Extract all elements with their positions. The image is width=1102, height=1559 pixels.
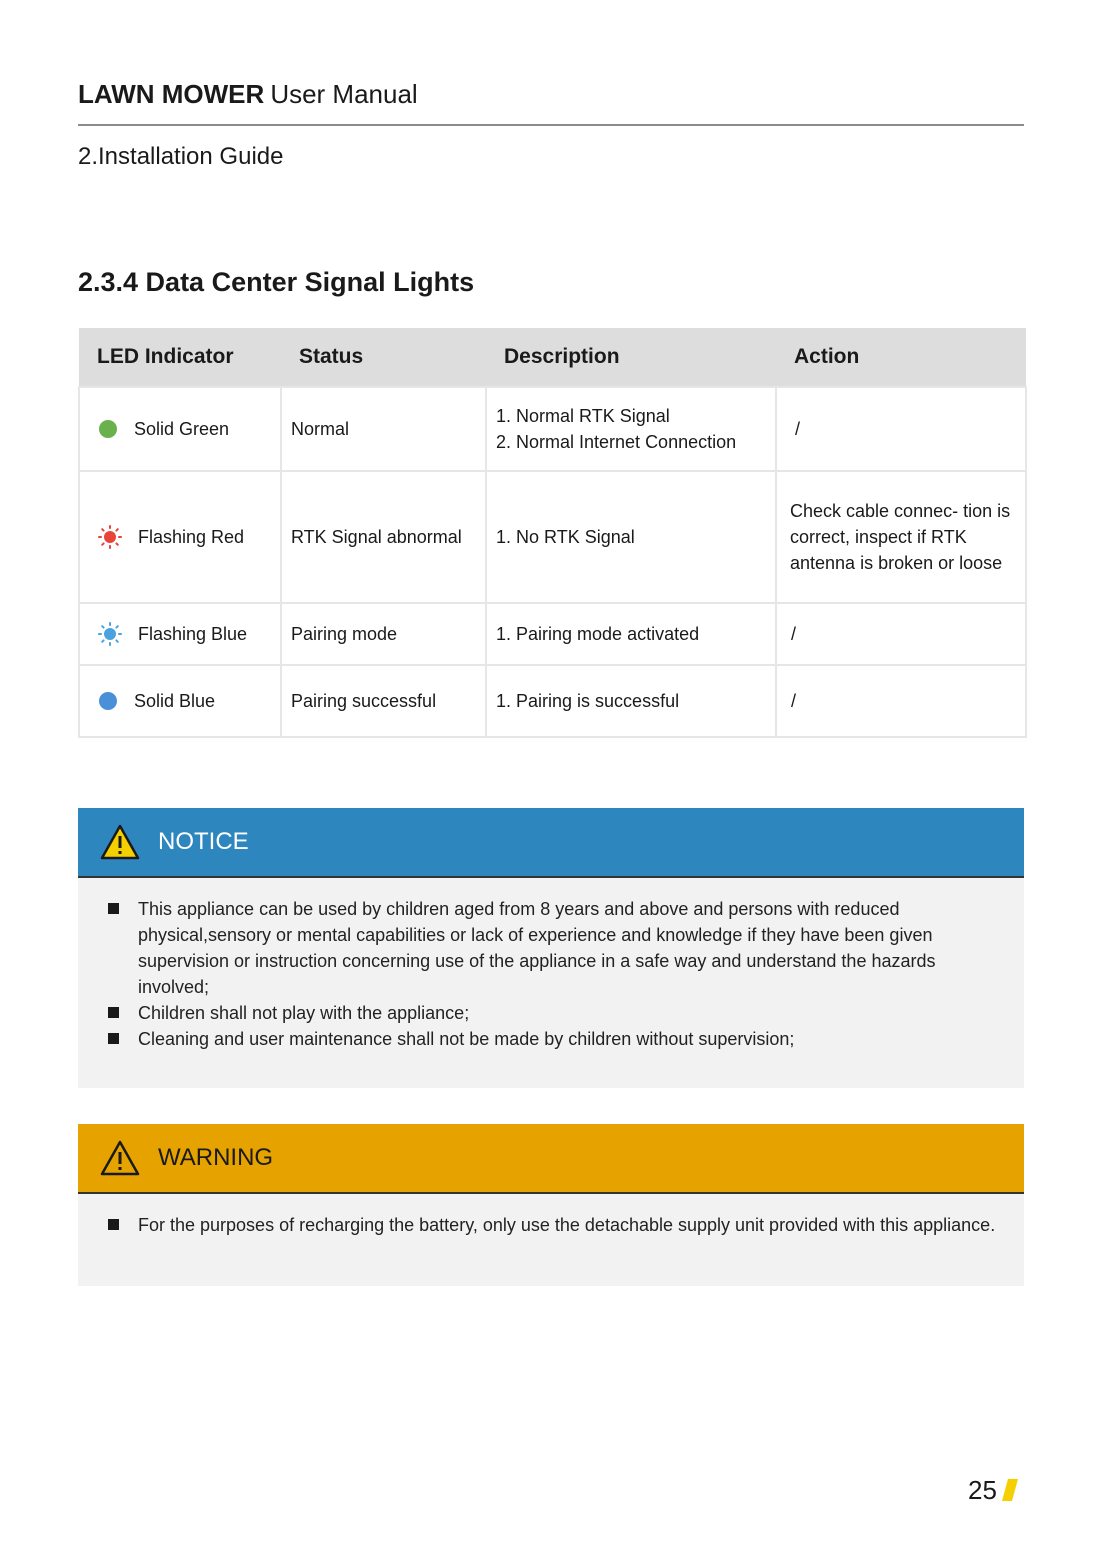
description-line: 1. Pairing is successful xyxy=(496,691,680,711)
indicator-label: Flashing Red xyxy=(138,527,245,547)
page-number-text: 25 xyxy=(968,1475,997,1505)
flashing-blue-dot-icon xyxy=(98,622,122,646)
chapter-title: 2.Installation Guide xyxy=(78,143,284,170)
action-cell: / xyxy=(776,387,1026,471)
warning-triangle-icon xyxy=(100,1140,140,1176)
led-indicator-table xyxy=(78,328,1027,738)
warning-title: WARNING xyxy=(158,1144,274,1171)
header-subtitle: User Manual xyxy=(270,79,418,109)
table-row xyxy=(79,665,1026,737)
indicator-label: Solid Green xyxy=(134,419,230,439)
section-title: 2.3.4 Data Center Signal Lights xyxy=(78,267,475,297)
notice-box xyxy=(78,808,1024,1088)
table-row xyxy=(79,603,1026,665)
page-number xyxy=(968,1474,1019,1506)
action-cell: / xyxy=(776,603,1026,665)
action-cell: Check cable connec- tion is correct, inspect if RTK antenna is broken or loose xyxy=(776,471,1026,603)
warning-triangle-icon xyxy=(100,824,140,860)
description-line: 1. Normal RTK Signal xyxy=(496,406,670,426)
header-brand: LAWN MOWER xyxy=(78,79,265,109)
indicator-cell xyxy=(79,387,281,471)
header-divider xyxy=(78,124,1024,126)
description-cell xyxy=(486,471,776,603)
header-title xyxy=(78,78,1024,110)
column-header-description: Description xyxy=(486,328,776,387)
indicator-label: Solid Blue xyxy=(134,691,216,711)
table-row xyxy=(79,387,1026,471)
action-cell: / xyxy=(776,665,1026,737)
indicator-cell xyxy=(79,471,281,603)
status-cell: Pairing mode xyxy=(281,603,486,665)
table-header-row xyxy=(79,328,1026,387)
list-item: Cleaning and user maintenance shall not be made by children without supervision; xyxy=(138,1026,996,1052)
notice-header xyxy=(78,808,1024,878)
column-header-action: Action xyxy=(776,328,1026,387)
column-header-status: Status xyxy=(281,328,486,387)
description-line: 2. Normal Internet Connection xyxy=(496,432,737,452)
indicator-cell xyxy=(79,665,281,737)
status-cell: RTK Signal abnormal xyxy=(281,471,486,603)
warning-box xyxy=(78,1124,1024,1286)
description-cell xyxy=(486,603,776,665)
table-row xyxy=(79,471,1026,603)
indicator-cell xyxy=(79,603,281,665)
solid-green-dot-icon xyxy=(98,419,118,439)
status-cell: Pairing successful xyxy=(281,665,486,737)
warning-header xyxy=(78,1124,1024,1194)
list-item: For the purposes of recharging the battery, only use the detachable supply unit provided with this appliance. xyxy=(138,1212,996,1238)
notice-title: NOTICE xyxy=(158,828,249,855)
flashing-red-dot-icon xyxy=(98,525,122,549)
description-line: 1. Pairing mode activated xyxy=(496,624,700,644)
list-item: Children shall not play with the appliance; xyxy=(138,1000,996,1026)
warning-list xyxy=(78,1194,1024,1238)
accent-slash-icon xyxy=(1001,1478,1019,1502)
description-cell xyxy=(486,387,776,471)
indicator-label: Flashing Blue xyxy=(138,624,248,644)
page-header xyxy=(78,78,1024,110)
solid-blue-dot-icon xyxy=(98,691,118,711)
notice-list xyxy=(78,878,1024,1052)
column-header-led-indicator: LED Indicator xyxy=(79,328,281,387)
list-item: This appliance can be used by children aged from 8 years and above and persons with reduced physical,sensory or mental capabilities or lack of experience and knowledge if they have been given supervision or instruction concerning use of the appliance in a safe way and understand the hazards involved; xyxy=(138,896,996,1000)
description-line: 1. No RTK Signal xyxy=(496,527,635,547)
description-cell xyxy=(486,665,776,737)
status-cell: Normal xyxy=(281,387,486,471)
